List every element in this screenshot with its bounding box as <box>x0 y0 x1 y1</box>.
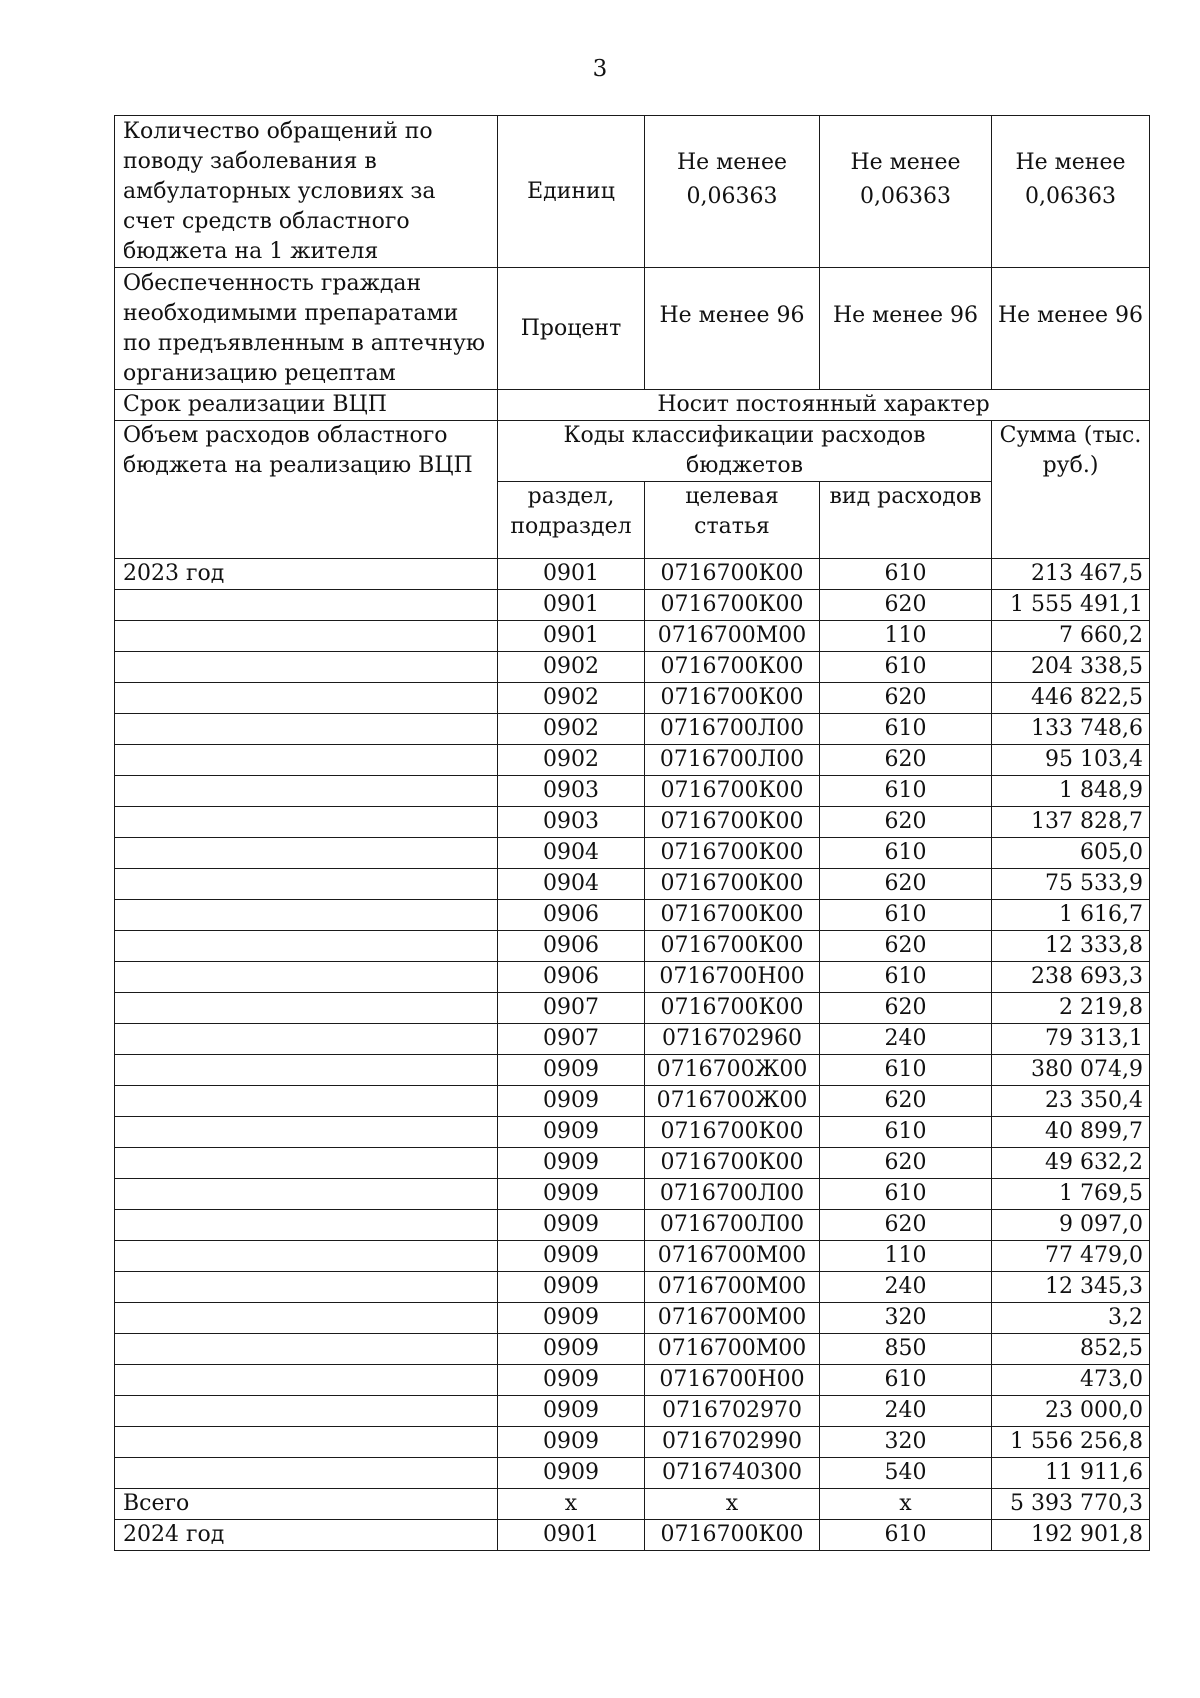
row-target: 0716702960 <box>645 1024 820 1055</box>
row-target: 0716700К00 <box>645 1117 820 1148</box>
sum-title: Сумма (тыс. руб.) <box>992 421 1150 559</box>
row-section: 0902 <box>498 714 645 745</box>
row-target: 0716700Л00 <box>645 714 820 745</box>
row-section: 0906 <box>498 962 645 993</box>
row-sum: 1 556 256,8 <box>992 1427 1150 1458</box>
row-section: 0909 <box>498 1241 645 1272</box>
row-year <box>115 1334 498 1365</box>
row-kind: 610 <box>820 714 992 745</box>
row-kind: 620 <box>820 807 992 838</box>
row-target: 0716700Л00 <box>645 1179 820 1210</box>
row-sum: 1 848,9 <box>992 776 1150 807</box>
indicator-row <box>115 116 1150 268</box>
row-target: 0716740300 <box>645 1458 820 1489</box>
col-section-header: раздел, подраздел <box>498 482 645 559</box>
term-label: Срок реализации ВЦП <box>115 390 498 421</box>
row-target: 0716700К00 <box>645 838 820 869</box>
indicator-value: Не менее 96 <box>645 268 820 390</box>
budget-label: Объем расходов областного бюджета на реализацию ВЦП <box>115 421 498 559</box>
row-sum: 75 533,9 <box>992 869 1150 900</box>
row-section: 0904 <box>498 869 645 900</box>
row-kind: 610 <box>820 1520 992 1551</box>
row-section: 0902 <box>498 683 645 714</box>
row-section: 0901 <box>498 590 645 621</box>
row-section: 0906 <box>498 931 645 962</box>
row-sum: 7 660,2 <box>992 621 1150 652</box>
row-kind: 620 <box>820 1086 992 1117</box>
table-row <box>115 1334 1150 1365</box>
row-sum: 133 748,6 <box>992 714 1150 745</box>
table-row <box>115 1179 1150 1210</box>
row-year <box>115 838 498 869</box>
codes-title: Коды классификации расходов бюджетов <box>498 421 992 482</box>
row-section: 0901 <box>498 559 645 590</box>
row-kind: 620 <box>820 1148 992 1179</box>
row-section: 0907 <box>498 993 645 1024</box>
row-target: 0716700Л00 <box>645 1210 820 1241</box>
row-target: 0716700М00 <box>645 1303 820 1334</box>
row-target: 0716700М00 <box>645 1334 820 1365</box>
row-sum: 23 350,4 <box>992 1086 1150 1117</box>
table-row <box>115 931 1150 962</box>
row-kind: х <box>820 1489 992 1520</box>
row-target: 0716700К00 <box>645 559 820 590</box>
row-year <box>115 1179 498 1210</box>
row-kind: 610 <box>820 962 992 993</box>
row-year <box>115 1427 498 1458</box>
row-section: 0909 <box>498 1117 645 1148</box>
row-year: 2024 год <box>115 1520 498 1551</box>
row-year <box>115 683 498 714</box>
row-year <box>115 900 498 931</box>
row-target: 0716700К00 <box>645 807 820 838</box>
row-year <box>115 1210 498 1241</box>
row-kind: 620 <box>820 1210 992 1241</box>
row-kind: 620 <box>820 683 992 714</box>
budget-header-row <box>115 421 1150 482</box>
indicator-value: Не менее 96 <box>992 268 1150 390</box>
row-target: 0716700М00 <box>645 1241 820 1272</box>
row-target: 0716700Н00 <box>645 962 820 993</box>
row-kind: 620 <box>820 590 992 621</box>
row-year <box>115 1148 498 1179</box>
row-sum: 1 616,7 <box>992 900 1150 931</box>
row-section: 0903 <box>498 807 645 838</box>
row-section: 0909 <box>498 1055 645 1086</box>
row-sum: 12 345,3 <box>992 1272 1150 1303</box>
row-section: 0906 <box>498 900 645 931</box>
row-sum: 23 000,0 <box>992 1396 1150 1427</box>
row-target: 0716700Л00 <box>645 745 820 776</box>
row-year <box>115 962 498 993</box>
row-year <box>115 869 498 900</box>
row-kind: 610 <box>820 652 992 683</box>
table-row <box>115 869 1150 900</box>
row-target: 0716700К00 <box>645 993 820 1024</box>
row-section: 0902 <box>498 745 645 776</box>
row-target: 0716700К00 <box>645 931 820 962</box>
row-sum: 238 693,3 <box>992 962 1150 993</box>
row-sum: 95 103,4 <box>992 745 1150 776</box>
row-section: х <box>498 1489 645 1520</box>
row-year <box>115 745 498 776</box>
row-target: 0716700Ж00 <box>645 1055 820 1086</box>
table-row <box>115 621 1150 652</box>
row-kind: 610 <box>820 1055 992 1086</box>
table-row <box>115 776 1150 807</box>
row-year <box>115 621 498 652</box>
row-section: 0909 <box>498 1303 645 1334</box>
table-row <box>115 1024 1150 1055</box>
table-row <box>115 993 1150 1024</box>
table-row <box>115 1210 1150 1241</box>
row-section: 0904 <box>498 838 645 869</box>
row-sum: 11 911,6 <box>992 1458 1150 1489</box>
row-section: 0909 <box>498 1272 645 1303</box>
row-section: 0909 <box>498 1365 645 1396</box>
row-sum: 40 899,7 <box>992 1117 1150 1148</box>
col-kind-header: вид расходов <box>820 482 992 559</box>
row-sum: 3,2 <box>992 1303 1150 1334</box>
indicator-value: Не менее 96 <box>820 268 992 390</box>
indicator-unit: Процент <box>498 268 645 390</box>
row-kind: 850 <box>820 1334 992 1365</box>
row-sum: 192 901,8 <box>992 1520 1150 1551</box>
row-target: х <box>645 1489 820 1520</box>
table-row <box>115 1365 1150 1396</box>
row-sum: 5 393 770,3 <box>992 1489 1150 1520</box>
row-target: 0716700Н00 <box>645 1365 820 1396</box>
row-kind: 610 <box>820 838 992 869</box>
row-kind: 620 <box>820 745 992 776</box>
table-row <box>115 1489 1150 1520</box>
row-section: 0909 <box>498 1148 645 1179</box>
row-section: 0909 <box>498 1086 645 1117</box>
row-target: 0716700К00 <box>645 869 820 900</box>
row-kind: 620 <box>820 931 992 962</box>
row-kind: 320 <box>820 1303 992 1334</box>
col-target-header: целевая статья <box>645 482 820 559</box>
row-year <box>115 652 498 683</box>
row-target: 0716702970 <box>645 1396 820 1427</box>
table-row <box>115 807 1150 838</box>
page-number: 3 <box>592 56 608 82</box>
table-row <box>115 962 1150 993</box>
table-row <box>115 1396 1150 1427</box>
row-sum: 1 555 491,1 <box>992 590 1150 621</box>
table-row <box>115 652 1150 683</box>
table-row <box>115 1427 1150 1458</box>
row-kind: 110 <box>820 1241 992 1272</box>
row-sum: 213 467,5 <box>992 559 1150 590</box>
row-sum: 9 097,0 <box>992 1210 1150 1241</box>
row-sum: 12 333,8 <box>992 931 1150 962</box>
row-section: 0903 <box>498 776 645 807</box>
row-kind: 610 <box>820 776 992 807</box>
row-section: 0907 <box>498 1024 645 1055</box>
table-row <box>115 683 1150 714</box>
table-row <box>115 1086 1150 1117</box>
row-sum: 79 313,1 <box>992 1024 1150 1055</box>
row-year <box>115 714 498 745</box>
row-section: 0909 <box>498 1427 645 1458</box>
row-year: Всего <box>115 1489 498 1520</box>
row-year <box>115 1303 498 1334</box>
row-target: 0716700К00 <box>645 590 820 621</box>
row-year <box>115 993 498 1024</box>
indicator-value: Не менее 0,06363 <box>992 116 1150 268</box>
row-sum: 204 338,5 <box>992 652 1150 683</box>
row-year <box>115 590 498 621</box>
table-row <box>115 838 1150 869</box>
row-target: 0716700К00 <box>645 683 820 714</box>
table-row <box>115 714 1150 745</box>
row-sum: 77 479,0 <box>992 1241 1150 1272</box>
row-section: 0909 <box>498 1210 645 1241</box>
row-year <box>115 931 498 962</box>
row-year <box>115 1241 498 1272</box>
table-row <box>115 559 1150 590</box>
row-section: 0909 <box>498 1458 645 1489</box>
row-target: 0716700К00 <box>645 1148 820 1179</box>
row-kind: 610 <box>820 559 992 590</box>
table-row <box>115 1520 1150 1551</box>
table-row <box>115 1148 1150 1179</box>
row-target: 0716700К00 <box>645 1520 820 1551</box>
table-row <box>115 1117 1150 1148</box>
table-row <box>115 1241 1150 1272</box>
row-sum: 2 219,8 <box>992 993 1150 1024</box>
row-section: 0909 <box>498 1179 645 1210</box>
row-sum: 137 828,7 <box>992 807 1150 838</box>
row-year <box>115 1396 498 1427</box>
table-row <box>115 745 1150 776</box>
row-year: 2023 год <box>115 559 498 590</box>
row-year <box>115 776 498 807</box>
row-year <box>115 1055 498 1086</box>
row-section: 0902 <box>498 652 645 683</box>
row-kind: 240 <box>820 1024 992 1055</box>
table-row <box>115 1055 1150 1086</box>
row-target: 0716700М00 <box>645 1272 820 1303</box>
row-year <box>115 1086 498 1117</box>
row-year <box>115 1272 498 1303</box>
row-year <box>115 1117 498 1148</box>
row-kind: 110 <box>820 621 992 652</box>
table-row <box>115 590 1150 621</box>
row-section: 0909 <box>498 1334 645 1365</box>
term-value: Носит постоянный характер <box>498 390 1150 421</box>
row-target: 0716700К00 <box>645 900 820 931</box>
row-year <box>115 807 498 838</box>
indicator-unit: Единиц <box>498 116 645 268</box>
row-sum: 446 822,5 <box>992 683 1150 714</box>
indicator-value: Не менее 0,06363 <box>820 116 992 268</box>
row-kind: 240 <box>820 1396 992 1427</box>
row-sum: 1 769,5 <box>992 1179 1150 1210</box>
row-kind: 610 <box>820 1117 992 1148</box>
row-kind: 610 <box>820 900 992 931</box>
row-sum: 605,0 <box>992 838 1150 869</box>
row-kind: 610 <box>820 1179 992 1210</box>
budget-table <box>114 115 1150 1551</box>
row-sum: 49 632,2 <box>992 1148 1150 1179</box>
table-row <box>115 1303 1150 1334</box>
row-target: 0716702990 <box>645 1427 820 1458</box>
table-row <box>115 1458 1150 1489</box>
row-target: 0716700М00 <box>645 621 820 652</box>
table-row <box>115 900 1150 931</box>
row-year <box>115 1024 498 1055</box>
table-row <box>115 1272 1150 1303</box>
row-kind: 620 <box>820 869 992 900</box>
row-sum: 852,5 <box>992 1334 1150 1365</box>
row-section: 0901 <box>498 621 645 652</box>
row-kind: 320 <box>820 1427 992 1458</box>
row-target: 0716700К00 <box>645 776 820 807</box>
row-sum: 473,0 <box>992 1365 1150 1396</box>
indicator-row <box>115 268 1150 390</box>
row-target: 0716700К00 <box>645 652 820 683</box>
term-row <box>115 390 1150 421</box>
row-kind: 610 <box>820 1365 992 1396</box>
row-kind: 540 <box>820 1458 992 1489</box>
row-kind: 620 <box>820 993 992 1024</box>
row-target: 0716700Ж00 <box>645 1086 820 1117</box>
row-section: 0909 <box>498 1396 645 1427</box>
row-year <box>115 1365 498 1396</box>
indicator-name: Количество обращений по поводу заболевания в амбулаторных условиях за счет средств областного бюджета на 1 жителя <box>115 116 498 268</box>
row-year <box>115 1458 498 1489</box>
indicator-name: Обеспеченность граждан необходимыми препаратами по предъявленным в аптечную организацию рецептам <box>115 268 498 390</box>
indicator-value: Не менее 0,06363 <box>645 116 820 268</box>
row-kind: 240 <box>820 1272 992 1303</box>
row-section: 0901 <box>498 1520 645 1551</box>
row-sum: 380 074,9 <box>992 1055 1150 1086</box>
